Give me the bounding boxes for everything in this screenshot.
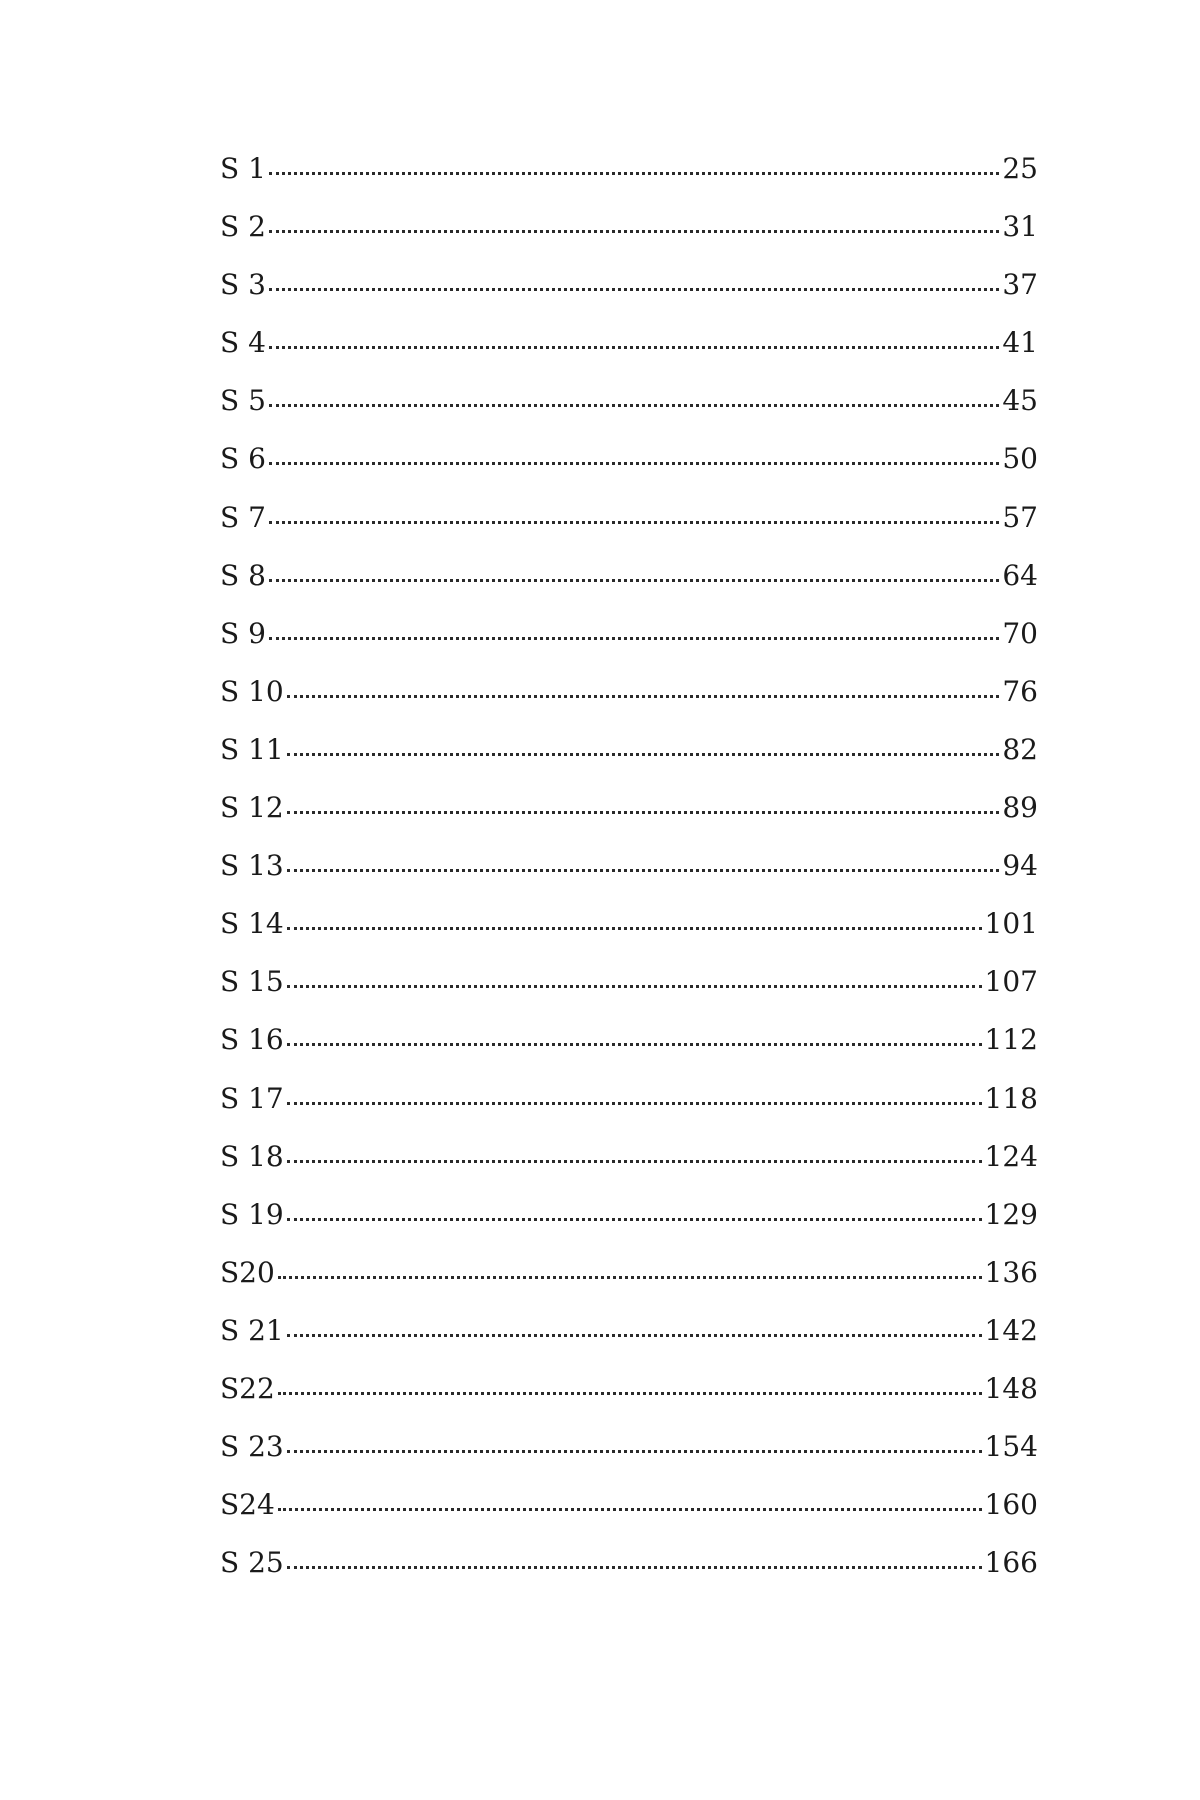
toc-entry[interactable] xyxy=(220,384,1038,442)
toc-entry-page-number: 64 xyxy=(1002,558,1038,592)
toc-entry-page-number: 37 xyxy=(1002,268,1038,302)
dot-leader xyxy=(287,927,982,930)
dot-leader xyxy=(278,1508,982,1511)
toc-entry-label: S 13 xyxy=(220,849,284,883)
toc-entry-label: S 5 xyxy=(220,384,266,418)
toc-entry-page-number: 45 xyxy=(1002,384,1038,418)
dot-leader xyxy=(287,985,982,988)
toc-entry-page-number: 129 xyxy=(984,1197,1038,1231)
toc-entry-page-number: 82 xyxy=(1002,732,1038,766)
dot-leader xyxy=(287,1218,982,1221)
toc-entry-page-number: 112 xyxy=(984,1023,1038,1057)
toc-entry-page-number: 160 xyxy=(984,1488,1038,1522)
toc-entry[interactable] xyxy=(220,501,1038,559)
toc-entry-page-number: 118 xyxy=(984,1081,1038,1115)
toc-entry-page-number: 154 xyxy=(984,1430,1038,1464)
toc-entry[interactable] xyxy=(220,791,1038,849)
toc-entry[interactable] xyxy=(220,326,1038,384)
toc-entry-label: S 19 xyxy=(220,1197,284,1231)
toc-entry-page-number: 94 xyxy=(1002,849,1038,883)
dot-leader xyxy=(287,869,1000,872)
toc-entry[interactable] xyxy=(220,849,1038,907)
dot-leader xyxy=(287,1334,982,1337)
toc-entry[interactable] xyxy=(220,1430,1038,1488)
toc-entry-page-number: 107 xyxy=(984,965,1038,999)
toc-entry-page-number: 41 xyxy=(1002,326,1038,360)
dot-leader xyxy=(287,695,1000,698)
toc-entry[interactable] xyxy=(220,1546,1038,1604)
toc-entry[interactable] xyxy=(220,1198,1038,1256)
toc-entry-label: S 25 xyxy=(220,1546,284,1580)
toc-entry[interactable] xyxy=(220,559,1038,617)
toc-entry[interactable] xyxy=(220,152,1038,210)
toc-entry[interactable] xyxy=(220,1372,1038,1430)
toc-entry-page-number: 142 xyxy=(984,1313,1038,1347)
toc-entry-page-number: 50 xyxy=(1002,442,1038,476)
dot-leader xyxy=(278,1276,982,1279)
toc-entry-label: S 3 xyxy=(220,268,266,302)
toc-entry-label: S 18 xyxy=(220,1139,284,1173)
dot-leader xyxy=(269,462,999,465)
toc-entry-page-number: 148 xyxy=(984,1371,1038,1405)
toc-entry-label: S 8 xyxy=(220,558,266,592)
toc-entry-page-number: 166 xyxy=(984,1546,1038,1580)
dot-leader xyxy=(269,230,999,233)
toc-entry[interactable] xyxy=(220,1023,1038,1081)
toc-entry-label: S 6 xyxy=(220,442,266,476)
dot-leader xyxy=(287,753,1000,756)
toc-entry-label: S24 xyxy=(220,1488,275,1522)
toc-entry-page-number: 101 xyxy=(984,907,1038,941)
dot-leader xyxy=(269,346,999,349)
toc-entry-page-number: 89 xyxy=(1002,791,1038,825)
toc-entry-label: S 1 xyxy=(220,152,266,185)
dot-leader xyxy=(287,1043,982,1046)
dot-leader xyxy=(287,1160,982,1163)
toc-entry-label: S 9 xyxy=(220,616,266,650)
toc-entry[interactable] xyxy=(220,965,1038,1023)
toc-entry-page-number: 25 xyxy=(1002,152,1038,185)
toc-entry[interactable] xyxy=(220,1140,1038,1198)
toc-entry[interactable] xyxy=(220,675,1038,733)
toc-entry[interactable] xyxy=(220,1488,1038,1546)
dot-leader xyxy=(287,1566,982,1569)
toc-entry-label: S 17 xyxy=(220,1081,284,1115)
toc-entry-label: S 16 xyxy=(220,1023,284,1057)
toc-entry-label: S 11 xyxy=(220,732,284,766)
toc-entry[interactable] xyxy=(220,1256,1038,1314)
toc-entry-label: S 2 xyxy=(220,210,266,244)
toc-entry-label: S22 xyxy=(220,1371,275,1405)
toc-entry[interactable] xyxy=(220,442,1038,500)
toc-entry-page-number: 136 xyxy=(984,1255,1038,1289)
toc-entry-label: S 10 xyxy=(220,674,284,708)
dot-leader xyxy=(287,1450,982,1453)
toc-entry-label: S 12 xyxy=(220,791,284,825)
table-of-contents xyxy=(220,152,1038,1604)
toc-entry[interactable] xyxy=(220,733,1038,791)
dot-leader xyxy=(269,637,999,640)
toc-entry-page-number: 124 xyxy=(984,1139,1038,1173)
toc-entry-label: S20 xyxy=(220,1255,275,1289)
dot-leader xyxy=(269,521,999,524)
toc-entry-label: S 15 xyxy=(220,965,284,999)
toc-entry[interactable] xyxy=(220,617,1038,675)
toc-entry-page-number: 31 xyxy=(1002,210,1038,244)
toc-entry-label: S 21 xyxy=(220,1313,284,1347)
toc-entry-page-number: 57 xyxy=(1002,500,1038,534)
dot-leader xyxy=(269,579,999,582)
toc-entry[interactable] xyxy=(220,210,1038,268)
dot-leader xyxy=(287,811,1000,814)
dot-leader xyxy=(269,404,999,407)
toc-entry[interactable] xyxy=(220,1082,1038,1140)
toc-entry[interactable] xyxy=(220,907,1038,965)
toc-entry-page-number: 70 xyxy=(1002,616,1038,650)
toc-entry-label: S 4 xyxy=(220,326,266,360)
dot-leader xyxy=(269,172,999,175)
dot-leader xyxy=(269,288,999,291)
toc-entry-label: S 14 xyxy=(220,907,284,941)
toc-entry-page-number: 76 xyxy=(1002,674,1038,708)
dot-leader xyxy=(287,1102,982,1105)
toc-entry[interactable] xyxy=(220,268,1038,326)
dot-leader xyxy=(278,1392,982,1395)
toc-entry[interactable] xyxy=(220,1314,1038,1372)
toc-entry-label: S 23 xyxy=(220,1430,284,1464)
toc-entry-label: S 7 xyxy=(220,500,266,534)
